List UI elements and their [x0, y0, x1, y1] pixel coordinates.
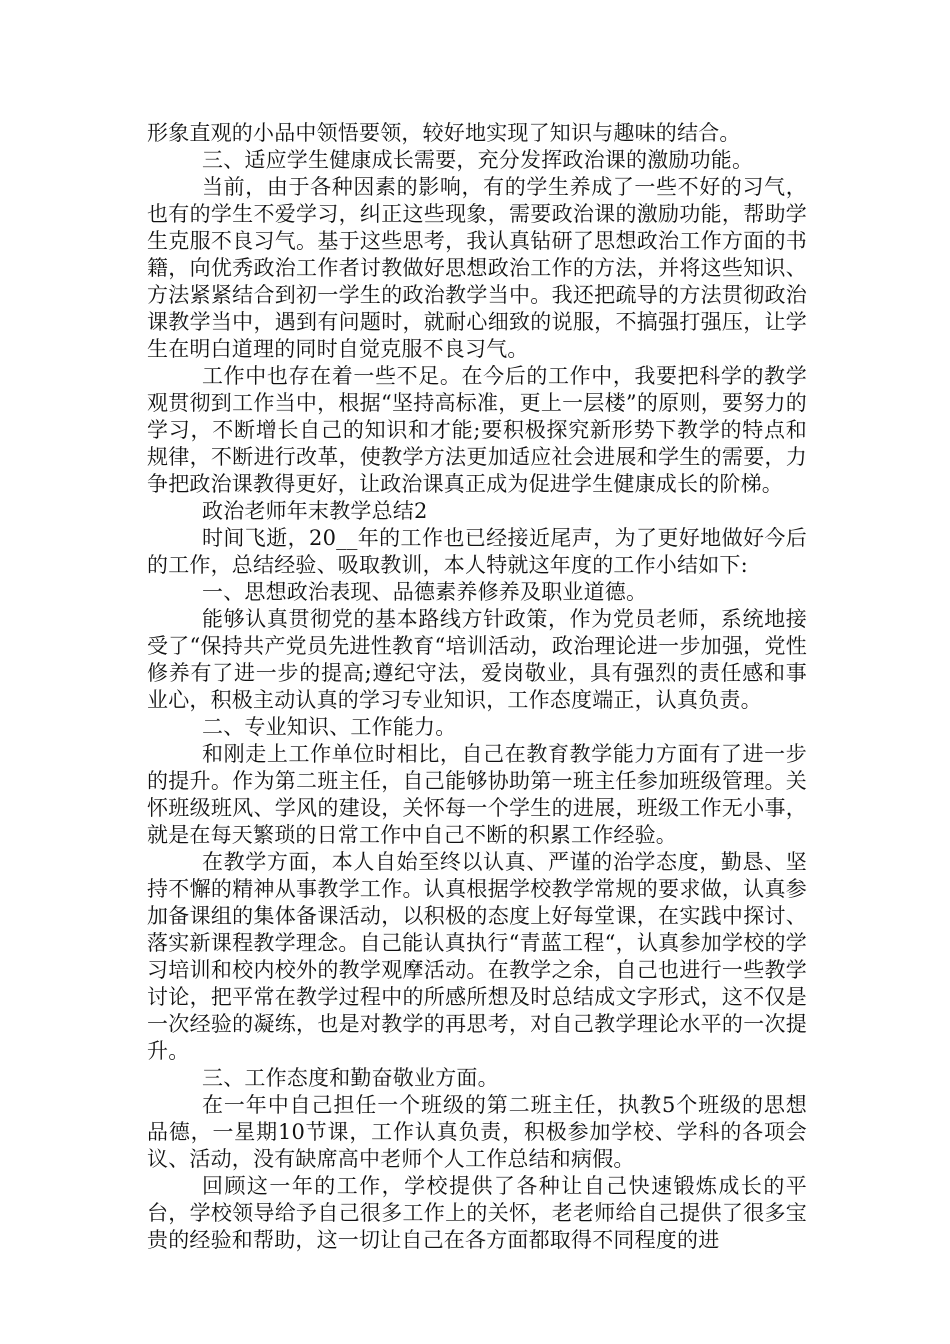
paragraph-9: 回顾这一年的工作，学校提供了各种让自己快速锻炼成长的平台，学校领导给予自己很多工作上的关怀，老老师给自己提供了很多宝贵的经验和帮助，这一切让自己在各方面都取得不同程度的进	[147, 1174, 807, 1252]
heading-section-1: 一、思想政治表现、品德素养修养及职业道德。	[202, 580, 648, 604]
heading-section-3: 三、适应学生健康成长需要，充分发挥政治课的激励功能。	[202, 148, 754, 172]
heading-section-2: 二、专业知识、工作能力。	[202, 715, 457, 739]
paragraph-5: 能够认真贯彻党的基本路线方针政策，作为党员老师，系统地接受了“保持共产党员先进性教育“培训活动，政治理论进一步加强，党性修养有了进一步的提高;遵纪守法，爱岗敬业，具有强烈的责任感和事业心，积极主动认真的学习专业知识，工作态度端正，认真负责。	[147, 607, 807, 712]
paragraph-7: 在教学方面，本人自始至终以认真、严谨的治学态度，勤恳、坚持不懈的精神从事教学工作。认真根据学校教学常规的要求做，认真参加备课组的集体备课活动，以积极的态度上好每堂课，在实践中探讨、落实新课程教学理念。自己能认真执行“青蓝工程“，认真参加学校的学习培训和校内校外的教学观摩活动。在教学之余，自己也进行一些教学讨论，把平常在教学过程中的所感所想及时总结成文字形式，这不仅是一次经验的凝练，也是对教学的再思考，对自己教学理论水平的一次提升。	[147, 850, 807, 1063]
document-page	[147, 120, 807, 1254]
heading-section-3b: 三、工作态度和勤奋敬业方面。	[202, 1066, 499, 1090]
paragraph-3: 工作中也存在着一些不足。在今后的工作中，我要把科学的教学观贯彻到工作当中，根据“坚持高标准，更上一层楼”的原则，要努力的学习，不断增长自己的知识和才能;要积极探究新形势下教学的特点和规律，不断进行改革，使教学方法更加适应社会进展和学生的需要，力争把政治课教得更好，让政治课真正成为促进学生健康成长的阶梯。	[147, 364, 807, 496]
paragraph-2: 当前，由于各种因素的影响，有的学生养成了一些不好的习气，也有的学生不爱学习，纠正这些现象，需要政治课的激励功能，帮助学生克服不良习气。基于这些思考，我认真钻研了思想政治工作方面的书籍，向优秀政治工作者讨教做好思想政治工作的方法，并将这些知识、方法紧紧结合到初一学生的政治教学当中。我还把疏导的方法贯彻政治课教学当中，遇到有问题时，就耐心细致的说服，不搞强打强压，让学生在明白道理的同时自觉克服不良习气。	[147, 175, 807, 361]
document-subtitle: 政治老师年末教学总结2	[202, 499, 428, 523]
paragraph-6: 和刚走上工作单位时相比，自己在教育教学能力方面有了进一步的提升。作为第二班主任，自己能够协助第一班主任参加班级管理。关怀班级班风、学风的建设，关怀每一个学生的进展，班级工作无小事，就是在每天繁琐的日常工作中自己不断的积累工作经验。	[147, 742, 807, 847]
paragraph-1: 形象直观的小品中领悟要领，较好地实现了知识与趣味的结合。	[147, 121, 741, 145]
paragraph-4: 时间飞逝，20__年的工作也已经接近尾声，为了更好地做好今后的工作，总结经验、吸取教训，本人特就这年度的工作小结如下:	[147, 526, 807, 577]
paragraph-8: 在一年中自己担任一个班级的第二班主任，执教5个班级的思想品德，一星期10节课，工作认真负责，积极参加学校、学科的各项会议、活动，没有缺席高中老师个人工作总结和病假。	[147, 1093, 807, 1171]
